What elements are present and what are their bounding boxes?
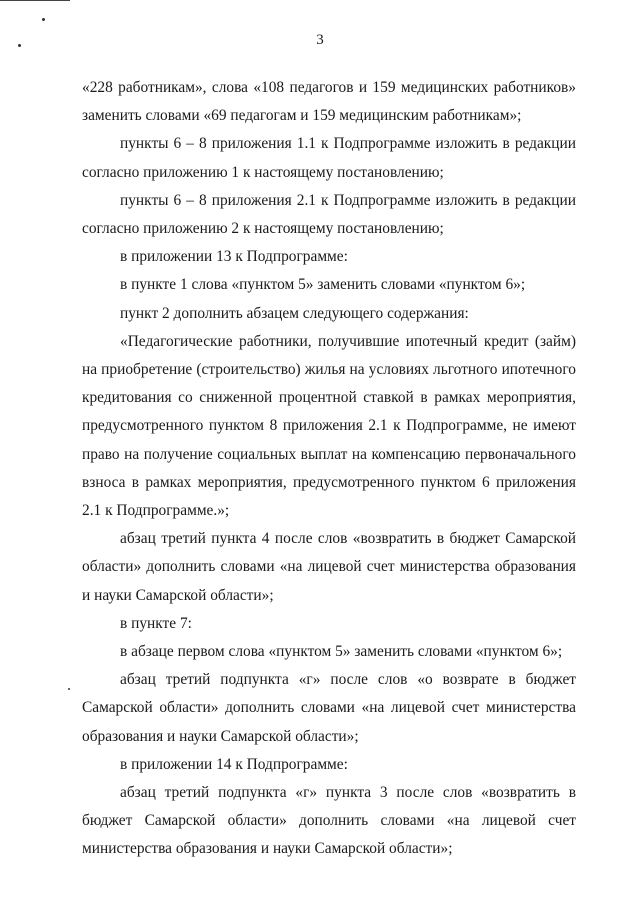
paragraph: «Педагогические работники, получившие ипотечный кредит (займ) на приобретение (строительство) жилья на условиях льготного ипотечного кредитования со сниженной процентной ставкой в рамках мероприятия, предусмотренного пунктом 8 приложения 2.1 к Подпрограмме, не имеют право на получение социальных выплат на компенсацию первоначального взноса в рамках мероприятия, предусмотренного пунктом 6 приложения 2.1 к Подпрограмме.»; [82, 332, 576, 520]
page-number: 3 [316, 32, 324, 48]
paragraph: в приложении 13 к Подпрограмме: [120, 248, 348, 266]
scan-speck [42, 18, 45, 21]
scan-speck [68, 688, 70, 690]
paragraph: абзац третий подпункта «г» пункта 3 после слов «возвратить в бюджет Самарской области» дополнить словами «на лицевой счет министерства образования и науки Самарской области»; [82, 784, 576, 858]
paragraph: абзац третий пункта 4 после слов «возвратить в бюджет Самарской области» дополнить словами «на лицевой счет министерства образования и науки Самарской области»; [82, 530, 576, 604]
paragraph: «228 работникам», слова «108 педагогов и 159 медицинских работников» заменить словами «69 педагогам и 159 медицинским работникам»; [82, 79, 576, 125]
paragraph: в приложении 14 к Подпрограмме: [120, 755, 348, 773]
paragraph: пункты 6 – 8 приложения 2.1 к Подпрограмме изложить в редакции согласно приложению 2 к настоящему постановлению; [82, 191, 576, 238]
paragraph: в пункте 7: [120, 614, 192, 632]
paragraph: пункт 2 дополнить абзацем следующего содержания: [120, 304, 469, 322]
paragraph: в пункте 1 слова «пунктом 5» заменить словами «пунктом 6»; [120, 276, 526, 294]
scan-artifact-line [0, 0, 70, 1]
paragraph: пункты 6 – 8 приложения 1.1 к Подпрограмме изложить в редакции согласно приложению 1 к настоящему постановлению; [82, 135, 576, 181]
paragraph: в абзаце первом слова «пунктом 5» заменить словами «пунктом 6»; [120, 643, 563, 661]
document-body [82, 74, 576, 864]
paragraph: абзац третий подпункта «г» после слов «о возврате в бюджет Самарской области» дополнить словами «на лицевой счет министерства образования и науки Самарской области»; [82, 671, 576, 745]
